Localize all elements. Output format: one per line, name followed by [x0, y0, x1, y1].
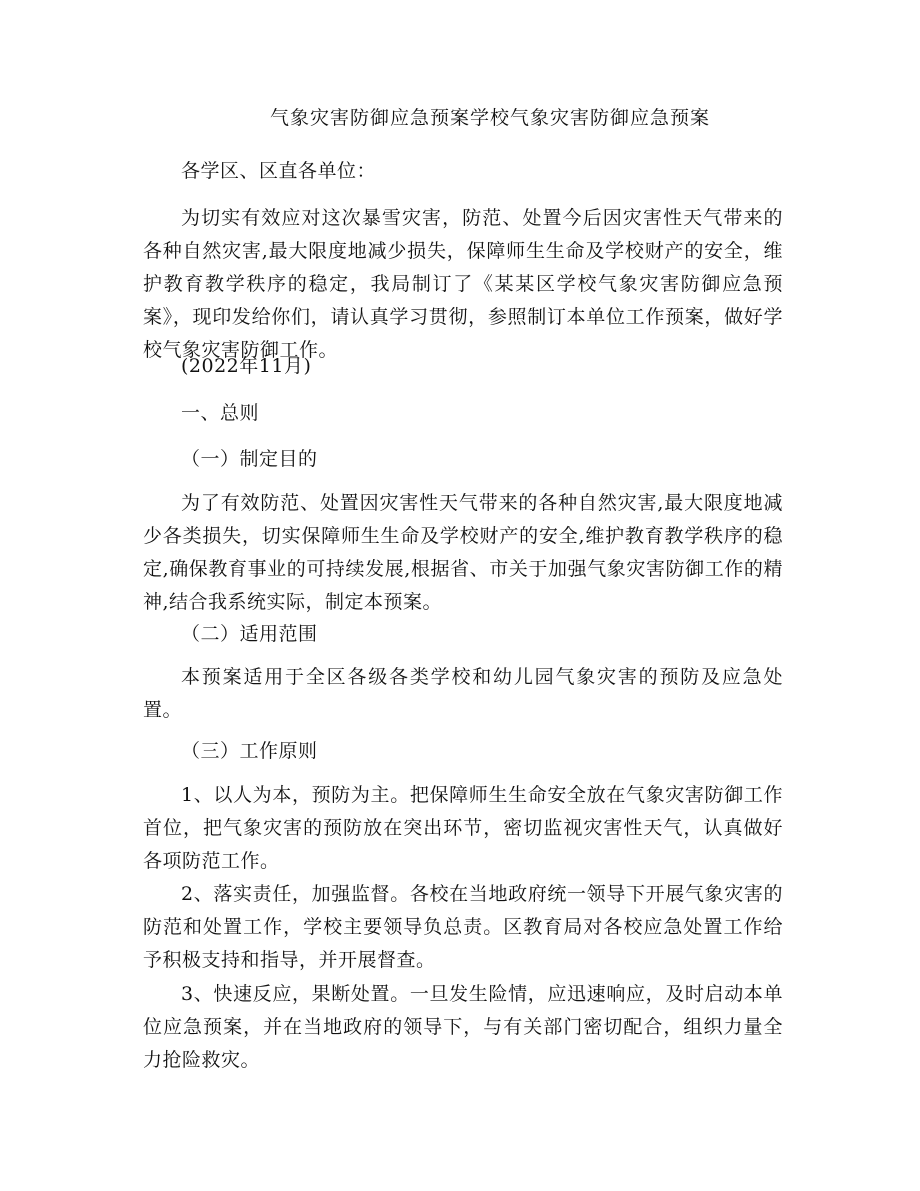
subsection-heading-purpose: （一）制定目的 [181, 448, 318, 470]
intro-paragraph: 为切实有效应对这次暴雪灾害，防范、处置今后因灾害性天气带来的各种自然灾害,最大限度地减少损失，保障师生生命及学校财产的安全，维护教育教学秩序的稳定，我局制订了《某某区学校气象灾害防御应急预案》，现印发给你们，请认真学习贯彻，参照制订本单位工作预案，做好学校气象灾害防御工作。 [143, 207, 783, 361]
scope-paragraph: 本预案适用于全区各级各类学校和幼儿园气象灾害的预防及应急处置。 [143, 666, 783, 721]
purpose-paragraph: 为了有效防范、处置因灾害性天气带来的各种自然灾害,最大限度地减少各类损失，切实保障师生生命及学校财产的安全,维护教育教学秩序的稳定,确保教育事业的可持续发展,根据省、市关于加强气象灾害防御工作的精神,结合我系统实际，制定本预案。 [143, 492, 783, 613]
principle-paragraph-3: 3、快速反应，果断处置。一旦发生险情，应迅速响应，及时启动本单位应急预案，并在当地政府的领导下，与有关部门密切配合，组织力量全力抢险救灾。 [143, 983, 783, 1071]
subsection-heading-principles: （三）工作原则 [181, 740, 318, 762]
principle-paragraph-2: 2、落实责任，加强监督。各校在当地政府统一领导下开展气象灾害的防范和处置工作，学校主要领导负总责。区教育局对各校应急处置工作给予积极支持和指导，并开展督查。 [143, 883, 783, 971]
subsection-heading-scope: （二）适用范围 [181, 623, 318, 645]
salutation: 各学区、区直各单位： [181, 160, 377, 182]
principle-paragraph-1: 1、以人为本，预防为主。把保障师生生命安全放在气象灾害防御工作首位，把气象灾害的预防放在突出环节，密切监视灾害性天气，认真做好各项防范工作。 [143, 784, 783, 872]
issue-date: (2022年11月) [181, 355, 312, 377]
document-title: 气象灾害防御应急预案学校气象灾害防御应急预案 [269, 107, 710, 129]
section-heading-general: 一、总则 [181, 402, 260, 424]
